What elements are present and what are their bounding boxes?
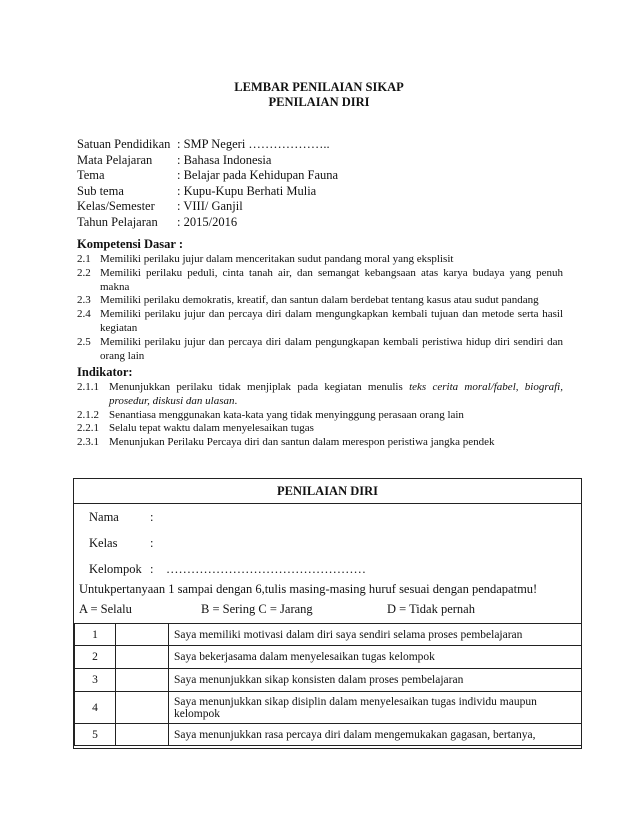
item-text: Senantiasa menggunakan kata-kata yang tidak menyinggung perasaan orang lain [109, 408, 464, 421]
legend-d: D = Tidak pernah [387, 602, 475, 616]
info-row [77, 137, 338, 153]
list-item [77, 294, 563, 308]
table-row [75, 646, 582, 669]
row-number: 2 [75, 646, 116, 669]
item-number: 2.3.1 [77, 436, 99, 449]
row-statement: Saya bekerjasama dalam menyelesaikan tugas kelompok [169, 646, 582, 669]
list-item [77, 422, 563, 436]
row-statement: Saya menunjukkan sikap disiplin dalam menyelesaikan tugas individu maupun kelompok [169, 692, 582, 724]
item-text [109, 381, 563, 409]
table-row [75, 669, 582, 692]
indikator-list [77, 381, 563, 450]
info-label: Satuan Pendidikan [77, 137, 171, 151]
list-item [77, 308, 563, 336]
info-row [77, 199, 338, 215]
item-number: 2.5 [77, 335, 91, 348]
list-item [77, 381, 563, 409]
item-number: 2.2.1 [77, 422, 99, 435]
document-subtitle: PENILAIAN DIRI [268, 95, 370, 109]
row-number: 3 [75, 669, 116, 692]
list-item [77, 409, 563, 423]
info-row [77, 215, 338, 231]
item-number: 2.4 [77, 308, 91, 321]
info-label: Tema [77, 168, 105, 182]
form-heading: PENILAIAN DIRI [74, 479, 581, 504]
table-row [75, 724, 582, 746]
info-label: Kelas/Semester [77, 199, 155, 213]
info-value: : SMP Negeri ……………….. [177, 137, 330, 151]
legend-bc: B = Sering C = Jarang [201, 602, 313, 616]
kelas-label: Kelas [89, 536, 118, 550]
info-value: : Belajar pada Kehidupan Fauna [177, 168, 339, 182]
item-text: Memiliki perilaku jujur dalam menceritakan sudut pandang moral yang eksplisit [100, 253, 454, 265]
item-text-tail: . [234, 394, 238, 407]
info-label: Tahun Pelajaran [77, 214, 158, 229]
row-statement: Saya memiliki motivasi dalam diri saya sendiri selama proses pembelajaran [169, 624, 582, 646]
form-instruction: Untukpertanyaan 1 sampai dengan 6,tulis masing-masing huruf sesuai dengan pendapatmu! [79, 582, 538, 596]
answer-cell[interactable] [116, 669, 169, 692]
kelompok-blank[interactable]: ………………………………………… [166, 562, 366, 576]
self-assessment-form [73, 478, 582, 749]
row-statement: Saya menunjukkan sikap konsisten dalam proses pembelajaran [169, 669, 582, 692]
info-value: : Kupu-Kupu Berhati Mulia [177, 183, 317, 198]
item-number: 2.2 [77, 266, 91, 279]
item-text: Memiliki perilaku peduli, cinta tanah air, dan semangat kebangsaan atas karya budaya yang penuh makna [100, 266, 563, 293]
item-text: Memiliki perilaku jujur dan percaya diri dalam pengungkapan kembali peristiwa hidup diri sendiri dan orang lain [100, 335, 563, 362]
item-number: 2.3 [77, 294, 91, 307]
list-item [77, 267, 563, 295]
info-value: : 2015/2016 [177, 214, 238, 229]
document-title: LEMBAR PENILAIAN SIKAP [234, 80, 404, 94]
list-item [77, 436, 563, 450]
info-value: : Bahasa Indonesia [177, 152, 272, 167]
list-item [77, 253, 563, 267]
info-row [77, 184, 338, 200]
nama-label: Nama [89, 510, 119, 524]
info-label: Sub tema [77, 183, 124, 198]
item-text-italic: teks cerita moral/fabel, biografi, prosedur, diskusi dan ulasan [109, 381, 563, 407]
row-number: 4 [75, 692, 116, 724]
assessment-table [74, 623, 582, 746]
item-number: 2.1.2 [77, 408, 99, 421]
item-text: Memiliki perilaku demokratis, kreatif, dan santun dalam berdebat tentang kasus atau sudut pandang [100, 294, 539, 307]
kelas-colon[interactable]: : [150, 536, 154, 550]
kompetensi-heading: Kompetensi Dasar : [77, 237, 184, 251]
kelompok-colon: : [150, 562, 154, 576]
item-text: Memiliki perilaku jujur dan percaya diri dalam mengungkapkan kembali tujuan dan metode serta hasil kegiatan [100, 308, 563, 334]
info-row [77, 153, 338, 169]
row-number: 1 [75, 624, 116, 646]
info-row [77, 168, 338, 184]
indikator-heading: Indikator: [77, 365, 133, 379]
table-row [75, 624, 582, 646]
kompetensi-list [77, 253, 563, 363]
item-text: Menunjukan Perilaku Percaya diri dan santun dalam merespon peristiwa jangka pendek [109, 436, 495, 449]
row-statement: Saya menunjukkan rasa percaya diri dalam mengemukakan gagasan, bertanya, [169, 724, 582, 746]
answer-cell[interactable] [116, 724, 169, 746]
item-number: 2.1.1 [77, 381, 99, 393]
answer-cell[interactable] [116, 646, 169, 669]
kelompok-label: Kelompok [89, 562, 142, 576]
info-label: Mata Pelajaran [77, 152, 153, 167]
nama-colon[interactable]: : [150, 510, 154, 524]
answer-cell[interactable] [116, 692, 169, 724]
table-row [75, 692, 582, 724]
info-block [77, 137, 338, 230]
row-number: 5 [75, 724, 116, 746]
item-text-plain: Menunjukkan perilaku tidak menjiplak pada kegiatan menulis [109, 381, 410, 393]
answer-cell[interactable] [116, 624, 169, 646]
legend-a: A = Selalu [79, 602, 132, 616]
item-number: 2.1 [77, 253, 91, 265]
info-value: : VIII/ Ganjil [177, 199, 243, 213]
list-item [77, 336, 563, 364]
item-text: Selalu tepat waktu dalam menyelesaikan tugas [109, 422, 314, 435]
